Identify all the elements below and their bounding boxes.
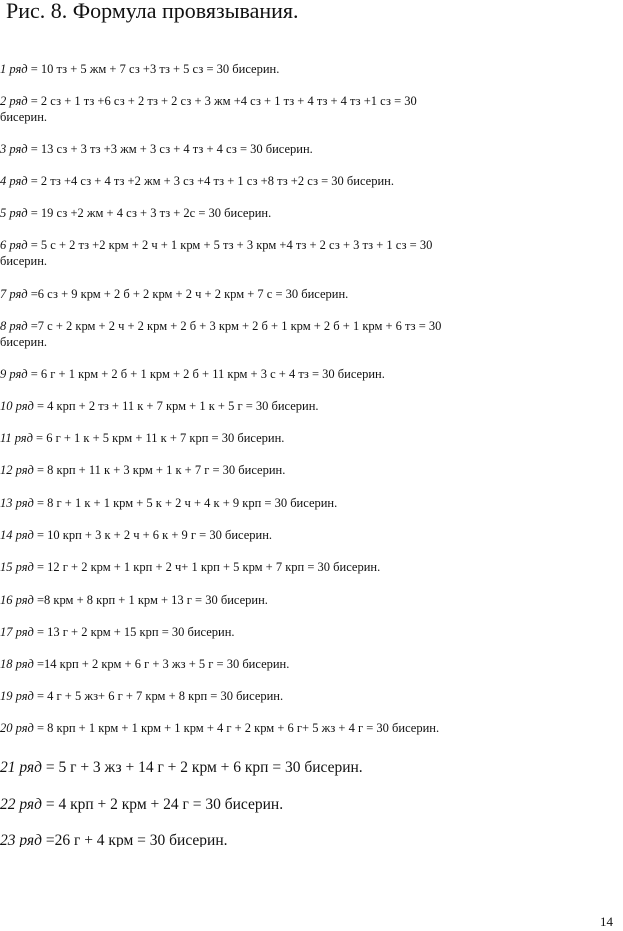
row-label: 17 ряд [0,625,34,639]
row-label: 2 ряд [0,94,28,108]
row-formula [0,495,465,511]
row-label: 22 ряд [0,796,42,813]
row-label: 3 ряд [0,142,28,156]
row-formula [0,205,465,221]
row-label: 19 ряд [0,689,34,703]
row-formula [0,592,465,608]
row-formula-text: = 10 тз + 5 жм + 7 сз +3 тз + 5 сз = 30 бисерин. [27,62,280,76]
row-formula-text: = 10 крп + 3 к + 2 ч + 6 к + 9 г = 30 бисерин. [33,528,273,542]
row-formula [0,527,465,543]
row-label: 18 ряд [0,657,34,671]
row-formula [0,624,465,640]
row-formula-text: = 2 сз + 1 тз +6 сз + 2 тз + 2 сз + 3 жм +4 сз + 1 тз + 4 тз + 4 тз +1 сз = 30 бисерин. [0,94,417,124]
row-formula [0,93,465,125]
row-label: 9 ряд [0,367,28,381]
cropped-last-row [0,832,300,847]
row-formula-text: = 6 г + 1 к + 5 крм + 11 к + 7 крп = 30 бисерин. [32,431,285,445]
row-label: 14 ряд [0,528,34,542]
row-formula [0,366,465,382]
row-formula [0,61,465,77]
row-formula-text: = 4 крп + 2 тз + 11 к + 7 крм + 1 к + 5 г = 30 бисерин. [33,399,319,413]
row-formula-text: =8 крм + 8 крп + 1 крм + 13 г = 30 бисерин. [33,593,268,607]
row-label: 20 ряд [0,721,34,735]
row-formula [0,286,465,302]
row-label: 5 ряд [0,206,28,220]
row-formula-text: =6 сз + 9 крм + 2 б + 2 крм + 2 ч + 2 крм + 7 с = 30 бисерин. [27,287,349,301]
row-formula [0,141,465,157]
row-label: 13 ряд [0,496,34,510]
row-label: 16 ряд [0,593,34,607]
row-label: 12 ряд [0,463,34,477]
row-formula [0,173,465,189]
row-formula-text: =26 г + 4 крм = 30 бисерин. [41,832,228,847]
row-formula [0,559,465,575]
row-formula [0,462,465,478]
row-label: 4 ряд [0,174,28,188]
row-label: 11 ряд [0,431,33,445]
row-formula-text: = 8 крп + 1 крм + 1 крм + 1 крм + 4 г + 2 крм + 6 г+ 5 жз + 4 г = 30 бисерин. [33,721,440,735]
row-formula-text: =14 крп + 2 крм + 6 г + 3 жз + 5 г = 30 бисерин. [33,657,290,671]
row-formula-text: = 13 сз + 3 тз +3 жм + 3 сз + 4 тз + 4 сз = 30 бисерин. [27,142,313,156]
row-label: 8 ряд [0,319,28,333]
row-formula [0,759,600,777]
row-formula-text: = 5 г + 3 жз + 14 г + 2 крм + 6 крп = 30 бисерин. [41,759,363,776]
row-formula-text: = 5 с + 2 тз +2 крм + 2 ч + 1 крм + 5 тз + 3 крм +4 тз + 2 сз + 3 тз + 1 сз = 30 бисерин. [0,238,433,268]
row-formula [0,237,465,269]
row-label: 1 ряд [0,62,28,76]
row-label: 7 ряд [0,287,28,301]
row-formula-text: = 4 г + 5 жз+ 6 г + 7 крм + 8 крп = 30 бисерин. [33,689,284,703]
row-label: 15 ряд [0,560,34,574]
row-formula [0,398,465,414]
row-formula-text: = 2 тз +4 сз + 4 тз +2 жм + 3 сз +4 тз + 1 сз +8 тз +2 сз = 30 бисерин. [27,174,394,188]
row-formula-text: = 4 крп + 2 крм + 24 г = 30 бисерин. [41,796,284,813]
row-formula-text: = 6 г + 1 крм + 2 б + 1 крм + 2 б + 11 крм + 3 с + 4 тз = 30 бисерин. [27,367,385,381]
row-label: 21 ряд [0,759,42,776]
row-formula [0,688,465,704]
row-formula [0,656,465,672]
row-formula-text: = 8 крп + 11 к + 3 крм + 1 к + 7 г = 30 бисерин. [33,463,286,477]
row-formula-text: = 12 г + 2 крм + 1 крп + 2 ч+ 1 крп + 5 крм + 7 крп = 30 бисерин. [33,560,381,574]
row-formula-text: = 8 г + 1 к + 1 крм + 5 к + 2 ч + 4 к + 9 крп = 30 бисерин. [33,496,338,510]
figure-title: Рис. 8. Формула провязывания. [6,0,299,23]
row-label: 23 ряд [0,832,42,847]
row-formula-text: = 13 г + 2 крм + 15 крп = 30 бисерин. [33,625,235,639]
row-formula-text: = 19 сз +2 жм + 4 сз + 3 тз + 2с = 30 бисерин. [27,206,272,220]
page-number: 14 [600,914,613,929]
row-formula-text: =7 с + 2 крм + 2 ч + 2 крм + 2 б + 3 крм + 2 б + 1 крм + 2 б + 1 крм + 6 тз = 30 бисерин. [0,319,442,349]
row-formula [0,796,600,814]
row-formula [0,720,465,736]
row-formula [0,832,300,847]
row-formula [0,318,465,350]
row-label: 6 ряд [0,238,28,252]
row-label: 10 ряд [0,399,34,413]
row-formula [0,430,465,446]
